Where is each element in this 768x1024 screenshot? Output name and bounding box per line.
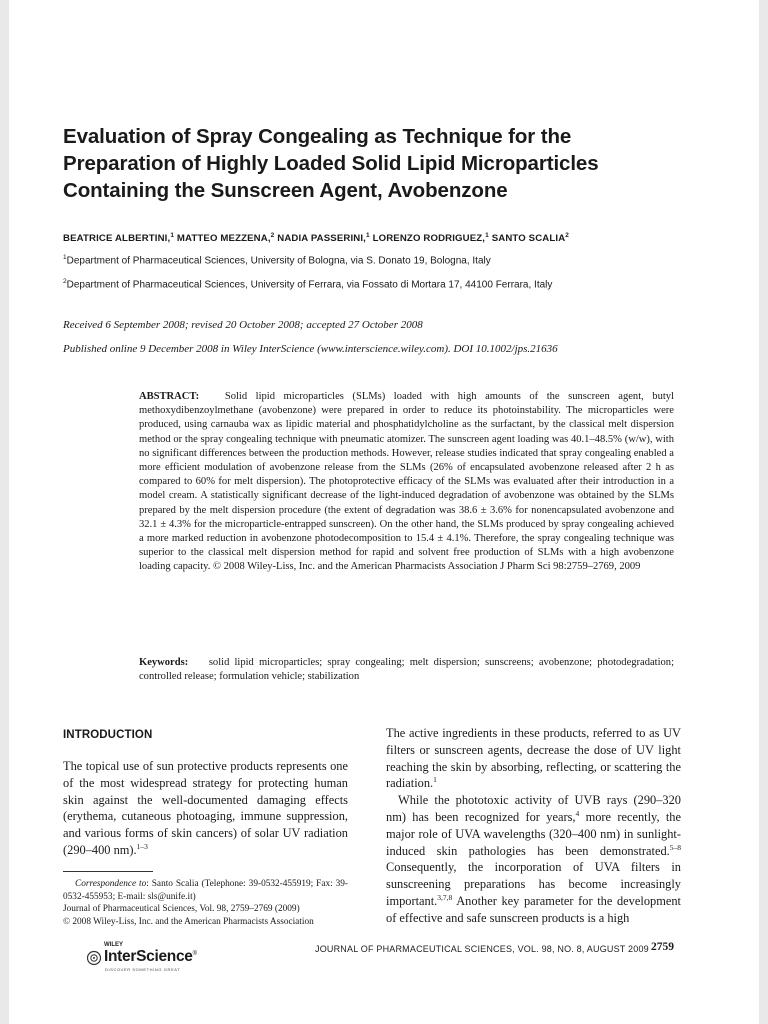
publication-info: Published online 9 December 2008 in Wiley InterScience (www.interscience.wiley.com). DOI 10.1002/jps.21636	[63, 343, 558, 355]
abstract	[139, 390, 674, 575]
affiliation-mark: 2	[63, 278, 67, 285]
affiliation-text: Department of Pharmaceutical Sciences, University of Ferrara, via Fossato di Mortara 17, 44100 Ferrara, Italy	[66, 279, 553, 291]
abstract-text: Solid lipid microparticles (SLMs) loaded with high amounts of the sunscreen agent, butyl methoxydibenzoylmethane (avobenzone) were prepared in order to reduce its photoinstability. The microparticles were produced, using carnauba wax as lipidic material and phosphatidylcholine as the surfactant, by the classical melt dispersion method or the spray congealing technique with pneumatic atomizer. The sunscreen agent loading was 40.1–48.5% (w/w), with no significant differences between the production methods. However, release studies indicated that spray congealing enabled a more efficient modulation of avobenzone release from the SLMs (26% of encapsulated avobenzone released after 2 h as compared to 60% for melt dispersion). The photoprotective efficacy of the SLMs was evaluated after their introduction in a model cream. A statistically significant decrease of the light-induced degradation of avobenzone was obtained by the SLMs prepared by the melt dispersion procedure (the extent of degradation was 38.6 ± 3.6% for nonencapsulated avobenzone and 32.1 ± 4.3% for the microparticle-entrapped sunscreen). On the other hand, the SLMs produced by spray congealing achieved a more marked reduction in avobenzone photodecomposition to 15.4 ± 4.1%. Therefore, the spray congealing technique was superior to the classical melt dispersion method for rapid and solvent free production of SLMs with a high avobenzone loading capacity. © 2008 Wiley-Liss, Inc. and the American Pharmacists Association J Pharm Sci 98:2759–2769, 2009	[139, 391, 674, 573]
logo-tagline: DISCOVER SOMETHING GREAT	[105, 967, 181, 972]
affiliation-mark: 1	[366, 232, 370, 239]
right-column	[386, 725, 681, 927]
affiliation	[63, 254, 491, 266]
correspondence-text: : Santo Scalia (Telephone: 39-0532-455919; Fax: 39-0532-455953; E-mail: sls@unife.it)	[63, 879, 348, 902]
correspondence-footnote	[63, 878, 348, 929]
affiliation-mark: 1	[63, 254, 67, 261]
author-name: MATTEO MEZZENA,	[176, 233, 271, 245]
paper-page	[9, 0, 759, 1024]
author-name: LORENZO RODRIGUEZ,	[372, 233, 486, 245]
affiliation	[63, 278, 552, 290]
received-dates: Received 6 September 2008; revised 20 October 2008; accepted 27 October 2008	[63, 319, 423, 331]
running-footer: JOURNAL OF PHARMACEUTICAL SCIENCES, VOL. 98, NO. 8, AUGUST 2009	[315, 944, 649, 954]
keywords-text: solid lipid microparticles; spray congealing; melt dispersion; sunscreens; avobenzone; photodegradation; controlled release; formulation vehicle; stabilization	[139, 657, 675, 683]
affiliation-text: Department of Pharmaceutical Sciences, University of Bologna, via S. Donato 19, Bologna, Italy	[66, 255, 491, 267]
title-line: Evaluation of Spray Congealing as Technique for the	[63, 125, 572, 148]
paragraph: The active ingredients in these products, referred to as UV filters or sunscreen agents, decrease the dose of UV light reaching the skin by absorbing, reflecting, or scattering the radiation.$^1$	[386, 726, 681, 791]
citation: 5–8	[669, 842, 681, 852]
copyright-line: © 2008 Wiley-Liss, Inc. and the American Pharmacists Association	[63, 917, 314, 928]
affiliation-mark: 2	[565, 232, 570, 239]
section-heading: INTRODUCTION	[63, 729, 153, 741]
logo-wiley: WILEY	[104, 942, 123, 948]
page-number: 2759	[651, 941, 674, 953]
article-title	[63, 123, 723, 204]
author-name: NADIA PASSERINI,	[277, 233, 367, 245]
title-line: Preparation of Highly Loaded Solid Lipid Microparticles	[63, 152, 599, 175]
abstract-label: ABSTRACT:	[139, 391, 200, 402]
keywords-label: Keywords:	[139, 657, 189, 668]
wiley-interscience-logo	[87, 942, 217, 974]
paragraph: While the phototoxic activity of UVB rays (290–320 nm) has been recognized for years,$^4$ more recently, the major role of UVA wavelengths (320–400 nm) in sunlight-induced skin pathologies has been demonstrated.$^{5-8}$ Consequently, the incorporation of UVA filters in sunscreening preparations has become increasingly important.$^{3,7,8}$ Another key parameter for the development of effective and safe sunscreen products is a high	[386, 793, 681, 925]
logo-interscience: InterScience®	[104, 948, 197, 965]
footnote-divider	[63, 871, 153, 872]
citation: 3,7,8	[437, 892, 453, 902]
author-name: BEATRICE ALBERTINI,	[63, 233, 171, 245]
author-list	[63, 232, 569, 244]
author-name: SANTO SCALIA	[491, 233, 566, 245]
citation: 4	[575, 808, 580, 818]
keywords	[139, 656, 674, 684]
title-line: Containing the Sunscreen Agent, Avobenzone	[63, 179, 508, 202]
affiliation-mark: 2	[270, 232, 275, 239]
left-column	[63, 758, 348, 859]
correspondence-label: Correspondence to	[75, 879, 147, 889]
journal-line: Journal of Pharmaceutical Sciences, Vol. 98, 2759–2769 (2009)	[63, 904, 300, 915]
citation: 1	[433, 775, 437, 785]
affiliation-mark: 1	[170, 232, 175, 239]
paragraph: The topical use of sun protective products represents one of the most widespread strategy for protecting human skin against the well-documented damaging effects (erythema, cutaneous photoaging, immune suppression, and various forms of skin cancers) of solar UV radiation (290–400 nm).$^{1-3}$	[63, 759, 348, 857]
citation: 1–3	[136, 841, 148, 851]
affiliation-mark: 1	[485, 232, 489, 239]
